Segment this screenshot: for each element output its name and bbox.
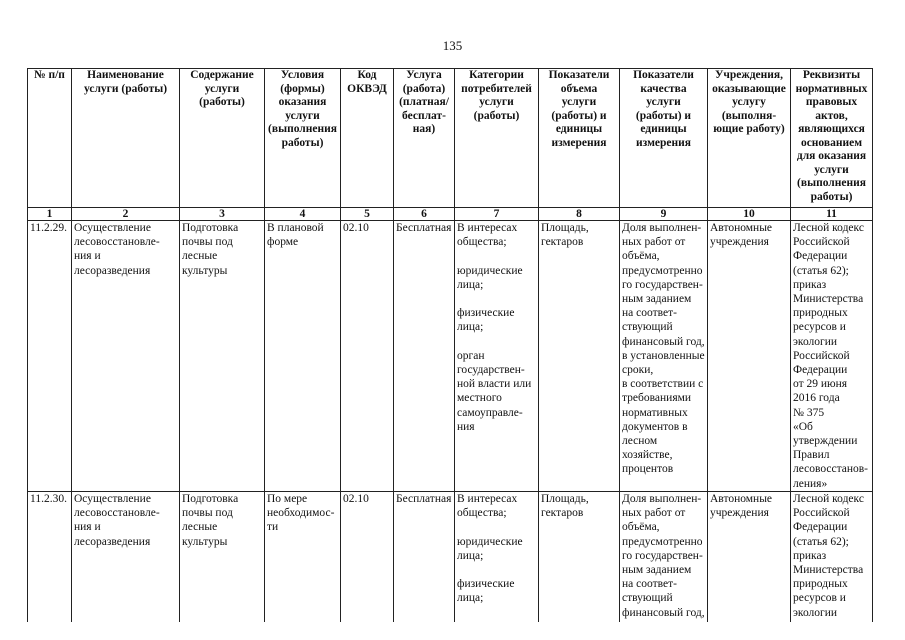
column-number-cell: 2	[72, 208, 180, 221]
cell-line: на соответ-	[622, 578, 677, 591]
cell-line: (работы)	[199, 96, 245, 108]
cell-line: Содержание	[190, 69, 254, 81]
cell-text	[710, 221, 788, 249]
cell-line: лица;	[457, 549, 484, 562]
column-number-cell: 6	[394, 208, 455, 221]
cell-text	[30, 492, 69, 506]
cell-line: лесоразведения	[74, 264, 151, 277]
table-cell	[455, 221, 539, 492]
cell-line: Площадь,	[541, 222, 589, 234]
cell-line: (платная/	[399, 96, 449, 108]
table-cell	[28, 492, 72, 623]
cell-line: оказания	[278, 96, 327, 108]
cell-text	[541, 69, 617, 150]
cell-line: (статья 62);	[793, 535, 849, 548]
cell-line: услуги	[204, 82, 240, 95]
cell-line: го государствен-	[622, 278, 703, 291]
cell-line: необходимос-	[267, 507, 335, 520]
cell-line: В интересах	[457, 222, 518, 234]
cell-line: Правил	[793, 449, 830, 462]
cell-line: Российской	[793, 349, 850, 362]
cell-line: ствующий	[622, 321, 673, 334]
cell-line: почвы под	[182, 507, 233, 520]
cell-text	[457, 221, 536, 434]
cell-line: Учреждения,	[714, 69, 784, 81]
cell-line: документов в	[622, 420, 688, 433]
cell-line: (работы) и	[635, 109, 692, 122]
cell-line: Реквизиты	[802, 69, 861, 81]
column-number-cell: 7	[455, 208, 539, 221]
cell-line: финансовый год,	[622, 606, 705, 619]
cell-line: культуры	[182, 535, 228, 548]
cell-line: (статья 62);	[793, 264, 849, 277]
cell-line: учреждения	[710, 507, 769, 520]
cell-line: Министерства	[793, 293, 864, 306]
cell-line: лесном	[622, 435, 658, 448]
cell-text	[541, 492, 617, 520]
table-cell	[539, 492, 620, 623]
table-cell	[394, 492, 455, 623]
column-number-row	[28, 208, 873, 221]
cell-line: 02.10	[343, 222, 369, 234]
cell-line: для оказания	[796, 150, 867, 162]
header-cell	[394, 69, 455, 208]
cell-line: местного	[457, 392, 502, 405]
cell-text	[793, 69, 870, 204]
header-cell	[341, 69, 394, 208]
cell-line: лесные	[182, 250, 218, 263]
cell-text	[396, 69, 452, 137]
cell-line: Автономные	[710, 493, 773, 505]
column-number-cell: 11	[791, 208, 873, 221]
cell-line: государствен-	[457, 363, 525, 376]
cell-line: объёма,	[622, 521, 660, 534]
cell-text	[457, 492, 536, 606]
header-cell	[28, 69, 72, 208]
cell-line: природных	[793, 578, 848, 591]
header-cell	[72, 69, 180, 208]
cell-line: орган	[457, 349, 485, 362]
table-cell	[539, 221, 620, 492]
table-cell	[708, 492, 791, 623]
cell-line: лесоразведения	[74, 535, 151, 548]
cell-line: ОКВЭД	[347, 82, 387, 95]
cell-text	[710, 69, 788, 137]
cell-text	[622, 492, 705, 620]
cell-line: ти	[267, 521, 279, 534]
table-cell	[791, 492, 873, 623]
services-table	[27, 68, 873, 622]
cell-line: ресурсов и	[793, 592, 846, 605]
cell-line: «Об	[793, 420, 813, 433]
cell-line: В интересах	[457, 493, 518, 505]
cell-line: учреждения	[710, 236, 769, 249]
cell-line: Наименование	[87, 69, 164, 81]
cell-line: ния и	[74, 521, 101, 534]
cell-text	[622, 69, 705, 150]
cell-line: бесплат-	[402, 109, 446, 122]
cell-line: Бесплатная	[396, 222, 452, 234]
cell-line: нормативных	[795, 82, 868, 95]
cell-line: общества;	[457, 507, 507, 520]
cell-line: 11.2.29.	[30, 222, 67, 234]
cell-line: Министерства	[793, 564, 864, 577]
cell-line: Подготовка	[182, 222, 239, 234]
cell-line: лесовосстанов-	[793, 463, 869, 476]
cell-line: потребителей	[461, 82, 532, 95]
cell-line: лесовосстановле-	[74, 236, 160, 249]
cell-line: Показатели	[633, 69, 694, 81]
cell-line: Осуществление	[74, 222, 151, 234]
cell-line: единицы	[555, 123, 603, 135]
table-cell	[455, 492, 539, 623]
cell-text	[343, 492, 391, 506]
header-cell	[708, 69, 791, 208]
cell-text	[182, 69, 262, 110]
cell-line: являющихся	[798, 123, 865, 135]
table-cell	[72, 492, 180, 623]
column-number-cell: 5	[341, 208, 394, 221]
cell-line: услуги	[285, 109, 320, 122]
table-cell	[394, 221, 455, 492]
table-row	[28, 221, 873, 492]
cell-line: ной власти или	[457, 378, 532, 391]
cell-line	[457, 292, 536, 306]
cell-line	[457, 249, 536, 263]
cell-line: № п/п	[34, 69, 65, 81]
cell-line: сроки,	[622, 364, 654, 377]
cell-line: Код	[357, 69, 377, 81]
cell-line: юридические	[457, 535, 523, 548]
cell-line: ствующий	[622, 592, 673, 605]
cell-line: (выполня-	[721, 109, 777, 122]
cell-line	[457, 335, 536, 349]
table-cell	[620, 221, 708, 492]
cell-line: природных	[793, 307, 848, 320]
cell-line: лица;	[457, 321, 484, 334]
cell-line: культуры	[182, 264, 228, 277]
cell-line: работы)	[281, 136, 324, 149]
cell-line: Федерации	[793, 521, 848, 534]
cell-line: ных работ от	[622, 236, 686, 249]
cell-line: № 375	[793, 406, 825, 419]
cell-line: (формы)	[280, 82, 325, 95]
cell-line: Площадь,	[541, 493, 589, 505]
cell-line: услуги	[646, 96, 681, 108]
cell-line: (работы)	[473, 109, 520, 122]
cell-line: 02.10	[343, 493, 369, 505]
column-number-cell: 10	[708, 208, 791, 221]
cell-line: нормативных	[622, 406, 688, 419]
cell-line: экологии	[793, 335, 838, 348]
cell-line: хозяйстве,	[622, 449, 673, 462]
cell-line: Федерации	[793, 250, 848, 263]
header-cell	[620, 69, 708, 208]
cell-text	[267, 221, 338, 249]
cell-text	[74, 69, 177, 96]
cell-line: услуги (работы)	[83, 82, 168, 95]
cell-text	[793, 221, 870, 491]
cell-line: Российской	[793, 236, 850, 249]
cell-text	[267, 492, 338, 535]
cell-line: По мере	[267, 493, 308, 505]
cell-text	[267, 69, 338, 150]
cell-text	[182, 492, 262, 549]
cell-line: ных работ от	[622, 507, 686, 520]
cell-line: ная)	[412, 123, 436, 135]
cell-line: ления»	[793, 477, 828, 490]
table-cell	[180, 492, 265, 623]
cell-line: 2016 года	[793, 392, 840, 405]
cell-line: (выполнения	[797, 177, 866, 189]
cell-line: (работа)	[402, 82, 446, 95]
cell-line: требованиями	[622, 392, 692, 405]
cell-line: измерения	[551, 136, 607, 149]
cell-line: работы)	[810, 190, 853, 203]
cell-line: Категории	[469, 69, 524, 81]
cell-line: услуги	[814, 163, 849, 176]
cell-line: Лесной кодекс	[793, 222, 864, 234]
cell-line: почвы под	[182, 236, 233, 249]
header-cell	[455, 69, 539, 208]
cell-line: предусмотренно	[622, 264, 703, 277]
table-row	[28, 492, 873, 623]
cell-line: лица;	[457, 592, 484, 605]
cell-line: финансовый год,	[622, 335, 705, 348]
cell-line: ющие работу)	[713, 123, 785, 135]
table-cell	[341, 221, 394, 492]
cell-line: объема	[560, 82, 598, 95]
cell-line: от 29 июня	[793, 378, 848, 391]
cell-line: ния и	[74, 250, 101, 263]
cell-line: в соответствии с	[622, 378, 704, 391]
cell-line: в установленные	[622, 349, 705, 362]
cell-line: В плановой	[267, 222, 324, 234]
cell-line: единицы	[640, 123, 687, 135]
cell-line: оказывающие	[712, 82, 786, 95]
cell-line: ресурсов и	[793, 321, 846, 334]
cell-text	[74, 492, 177, 549]
table-cell	[265, 492, 341, 623]
cell-line: услуги	[561, 96, 597, 108]
table-cell	[180, 221, 265, 492]
cell-line: ния	[457, 420, 475, 433]
header-cell	[180, 69, 265, 208]
cell-line: Автономные	[710, 222, 773, 234]
cell-line: Условия	[280, 69, 325, 81]
cell-line: приказ	[793, 549, 827, 562]
cell-line: самоуправле-	[457, 406, 523, 419]
cell-text	[30, 69, 69, 83]
cell-line: гектаров	[541, 507, 584, 520]
column-number-cell: 9	[620, 208, 708, 221]
cell-line: лица;	[457, 278, 484, 291]
header-row	[28, 69, 873, 208]
cell-line: Доля выполнен-	[622, 222, 702, 234]
cell-text	[343, 221, 391, 235]
cell-line: предусмотренно	[622, 535, 703, 548]
cell-line: (работы) и	[551, 109, 607, 122]
cell-line: процентов	[622, 463, 674, 476]
cell-line: Осуществление	[74, 493, 151, 505]
cell-line: физические	[457, 578, 515, 591]
cell-line: Федерации	[793, 364, 848, 377]
cell-text	[541, 221, 617, 249]
cell-line: Бесплатная	[396, 493, 452, 505]
cell-line: физические	[457, 307, 515, 320]
cell-line	[457, 563, 536, 577]
cell-line: ным заданием	[622, 293, 692, 306]
cell-text	[182, 221, 262, 278]
cell-line: приказ	[793, 278, 827, 291]
cell-line: го государствен-	[622, 549, 703, 562]
cell-line: лесные	[182, 521, 218, 534]
table-cell	[265, 221, 341, 492]
cell-line	[457, 520, 536, 534]
cell-text	[457, 69, 536, 123]
cell-line: актов,	[815, 109, 848, 122]
cell-line: юридические	[457, 264, 523, 277]
cell-line: правовых	[805, 96, 858, 108]
cell-line: Услуга	[406, 69, 442, 81]
cell-line: (выполнения	[268, 123, 337, 135]
page-number: 135	[442, 38, 463, 53]
cell-line: Лесной кодекс	[793, 493, 864, 505]
cell-line: утверждении	[793, 435, 858, 448]
cell-line: экологии	[793, 606, 838, 619]
cell-text	[710, 492, 788, 520]
header-cell	[265, 69, 341, 208]
column-number-cell: 3	[180, 208, 265, 221]
table-cell	[28, 221, 72, 492]
cell-line: ным заданием	[622, 564, 692, 577]
cell-line: измерения	[636, 136, 691, 149]
cell-line: Российской	[793, 507, 850, 520]
column-number-cell: 8	[539, 208, 620, 221]
table-cell	[341, 492, 394, 623]
cell-text	[343, 69, 391, 96]
column-number-cell: 4	[265, 208, 341, 221]
cell-line: Доля выполнен-	[622, 493, 702, 505]
cell-line: услугу	[732, 96, 766, 108]
cell-line: объёма,	[622, 250, 660, 263]
cell-text	[74, 221, 177, 278]
cell-line: 11.2.30.	[30, 493, 67, 505]
cell-line: гектаров	[541, 236, 584, 249]
cell-line: качества	[640, 82, 687, 95]
table-cell	[791, 221, 873, 492]
cell-line: Подготовка	[182, 493, 239, 505]
cell-line: Показатели	[548, 69, 610, 81]
header-cell	[539, 69, 620, 208]
table-cell	[620, 492, 708, 623]
cell-text	[30, 221, 69, 235]
column-number-cell: 1	[28, 208, 72, 221]
cell-line: лесовосстановле-	[74, 507, 160, 520]
cell-line: форме	[267, 236, 299, 249]
cell-line: на соответ-	[622, 307, 677, 320]
table-cell	[72, 221, 180, 492]
header-cell	[791, 69, 873, 208]
cell-text	[622, 221, 705, 477]
cell-line: основанием	[800, 136, 863, 149]
cell-line: услуги	[479, 96, 514, 108]
cell-text	[396, 492, 452, 506]
cell-text	[793, 492, 870, 620]
cell-text	[396, 221, 452, 235]
cell-line: общества;	[457, 236, 507, 249]
table-cell	[708, 221, 791, 492]
